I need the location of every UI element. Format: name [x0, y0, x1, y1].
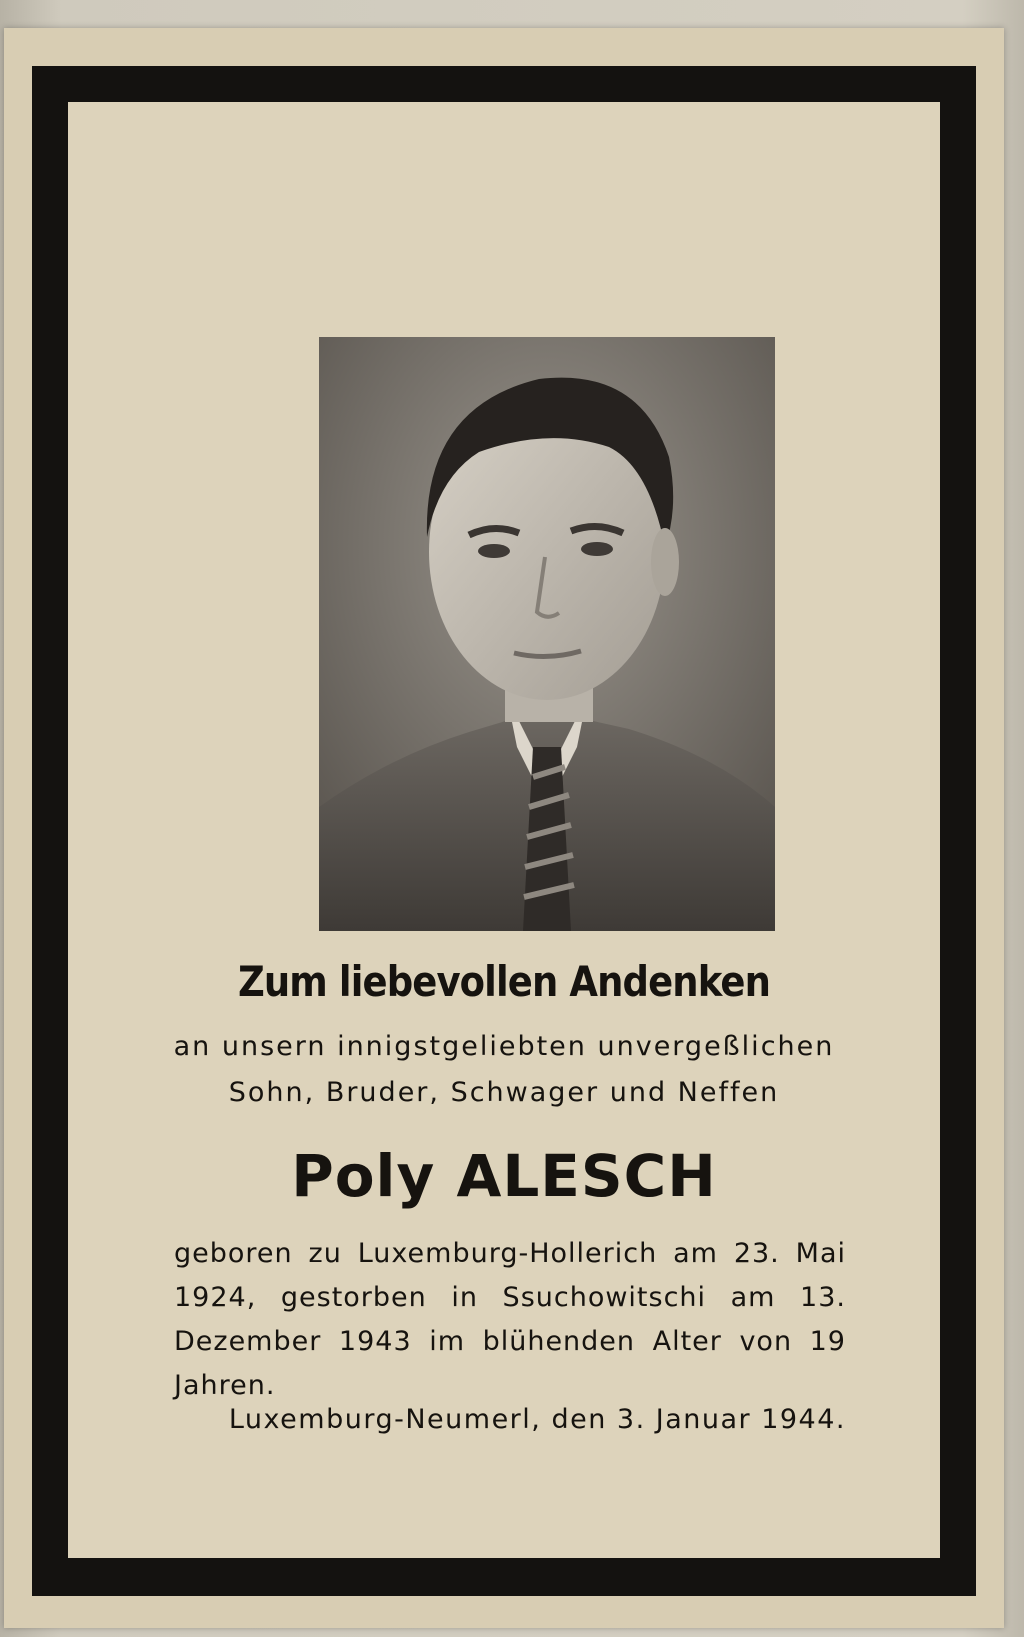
- intro-text: [68, 1024, 940, 1116]
- deceased-name: Poly ALESCH: [291, 1142, 717, 1210]
- headline: Zum liebevollen Andenken: [237, 957, 771, 1006]
- intro-line-1: an unsern innigstgeliebten unvergeßlichen: [173, 1031, 835, 1062]
- portrait-photo: [319, 337, 775, 931]
- intro-line-2: Sohn, Bruder, Schwager und Neffen: [228, 1077, 780, 1108]
- biography-text: geboren zu Luxemburg-Hollerich am 23. Mai 1924, gestorben in Ssuchowitschi am 13. Dezember 1943 im blühenden Alter von 19 Jahren.: [174, 1238, 846, 1401]
- memorial-card: [4, 28, 1004, 1628]
- mourning-border: [32, 66, 976, 1596]
- card-inner-panel: [68, 102, 940, 1558]
- place-and-date: Luxemburg-Neumerl, den 3. Januar 1944.: [228, 1404, 846, 1435]
